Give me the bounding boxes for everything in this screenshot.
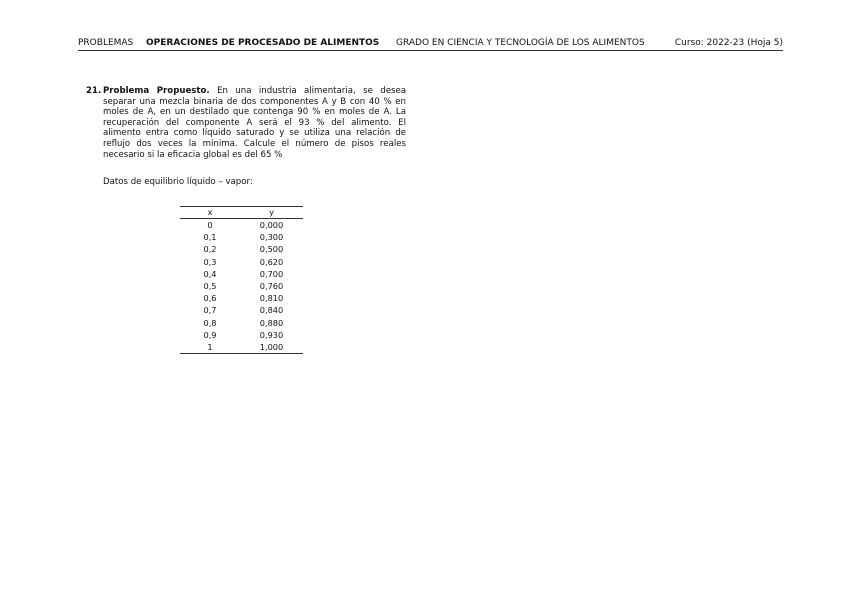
cell-y: 1,000 [240, 341, 303, 354]
table-row [180, 317, 303, 329]
cell-y: 0,760 [259, 281, 284, 292]
cell-x: 0 [207, 220, 213, 230]
cell-y: 0,930 [259, 329, 284, 340]
cell-y: 0,620 [259, 256, 284, 267]
table-row [180, 292, 303, 304]
table-row [180, 231, 303, 243]
problem-21 [86, 86, 406, 160]
table-header-row [180, 207, 303, 219]
equilibrium-data-label: Datos de equilibrio líquido – vapor: [103, 177, 253, 187]
table-row [180, 219, 303, 232]
cell-y: 0,880 [259, 317, 284, 328]
problem-statement [103, 86, 406, 160]
table-row [180, 243, 303, 255]
cell-x: 0,7 [203, 305, 217, 316]
column-header-x: x [180, 207, 240, 219]
table-row [180, 341, 303, 354]
problem-text: En una industria alimentaria, se desea separar una mezcla binaria de dos componentes A y B con 40 % en moles de A, en un destilado que contenga 90 % en moles de A. La recuperación del componente A será el 93 % del alimento. El alimento entra como líquido saturado y se utiliza una relación de reflujo dos veces la mínima. Calcule el número de pisos reales necesario si la eficacia global es del 65 % [103, 86, 407, 160]
table-row [180, 268, 303, 280]
problem-title: Problema Propuesto. [103, 86, 210, 96]
cell-x: 0,3 [203, 256, 217, 267]
cell-x: 0,6 [203, 293, 217, 304]
column-header-y: y [240, 207, 303, 219]
table-row [180, 280, 303, 292]
cell-x: 0,4 [203, 268, 217, 279]
table-row [180, 256, 303, 268]
cell-x: 0,9 [203, 329, 217, 340]
cell-x: 0,5 [203, 281, 217, 292]
cell-y: 0,700 [259, 268, 284, 279]
problem-number: 21. [86, 86, 102, 96]
equilibrium-table [180, 206, 303, 354]
header-problemas: PROBLEMAS [78, 38, 134, 48]
cell-x: 0,8 [203, 317, 217, 328]
page-header [78, 37, 783, 51]
table-row [180, 329, 303, 341]
header-subject: OPERACIONES DE PROCESADO DE ALIMENTOS [146, 38, 380, 48]
cell-y: 0,810 [259, 293, 284, 304]
cell-y: 0,840 [259, 305, 284, 316]
header-course: Curso: 2022-23 (Hoja 5) [674, 38, 783, 48]
cell-x: 1 [180, 341, 240, 354]
cell-y: 0,000 [259, 220, 284, 230]
cell-x: 0,1 [203, 232, 217, 243]
table-row [180, 304, 303, 316]
cell-x: 0,2 [203, 244, 217, 255]
cell-y: 0,300 [259, 232, 284, 243]
header-degree: GRADO EN CIENCIA Y TECNOLOGÍA DE LOS ALIMENTOS [396, 38, 645, 48]
cell-y: 0,500 [259, 244, 284, 255]
